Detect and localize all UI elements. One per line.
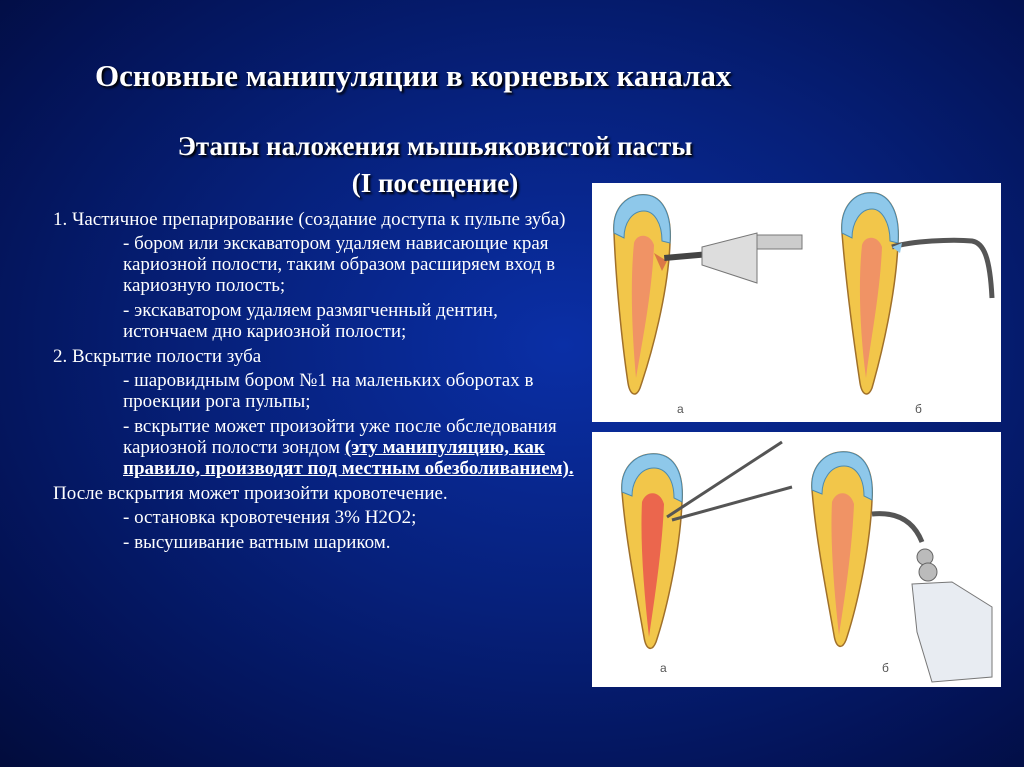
label-bottom-b: б — [882, 661, 889, 675]
opening-illustration — [592, 432, 1001, 687]
step-1-heading: 1. Частичное препарирование (создание доступа к пульпе зуба) — [53, 209, 566, 230]
tooth-a-probe-illustration — [622, 442, 792, 675]
subtitle-line-2: (I посещение) — [351, 168, 519, 198]
preparation-illustration — [592, 183, 1001, 422]
anesthesia-note: (эту манипуляцию, как правило, производят под местным обезболиванием). — [123, 437, 574, 479]
steps-list — [53, 209, 583, 557]
step-3-heading: После вскрытия может произойти кровотечение. — [53, 483, 448, 504]
step-2-item-2 — [53, 416, 583, 479]
label-bottom-a: а — [660, 661, 667, 675]
tooth-b-drill-illustration — [812, 452, 992, 682]
subtitle-line-1: Этапы наложения мышьяковистой пасты — [177, 131, 693, 161]
step-3-item-2: - высушивание ватным шариком. — [123, 532, 391, 553]
tooth-a-illustration — [614, 195, 802, 416]
step-2-item-1: - шаровидным бором №1 на маленьких оборотах в проекции рога пульпы; — [123, 370, 534, 412]
step-2-item-2-text: - вскрытие может произойти уже после обследования кариозной полости зондом — [123, 416, 557, 458]
label-top-b: б — [915, 402, 922, 416]
step-2-heading: 2. Вскрытие полости зуба — [53, 346, 262, 367]
step-3-item-1: - остановка кровотечения 3% H2O2; — [123, 507, 417, 528]
step-1-item-2: - экскаватором удаляем размягченный дентин, истончаем дно кариозной полости; — [123, 300, 498, 342]
label-top-a: а — [677, 402, 684, 416]
slide-title: Основные манипуляции в корневых каналах — [95, 58, 732, 93]
figure-opening — [592, 432, 1001, 687]
figure-preparation — [592, 183, 1001, 422]
tooth-b-illustration — [842, 193, 992, 416]
step-1-item-1: - бором или экскаватором удаляем нависающие края кариозной полости, таким образом расширяем вход в кариозную полость; — [123, 233, 556, 296]
